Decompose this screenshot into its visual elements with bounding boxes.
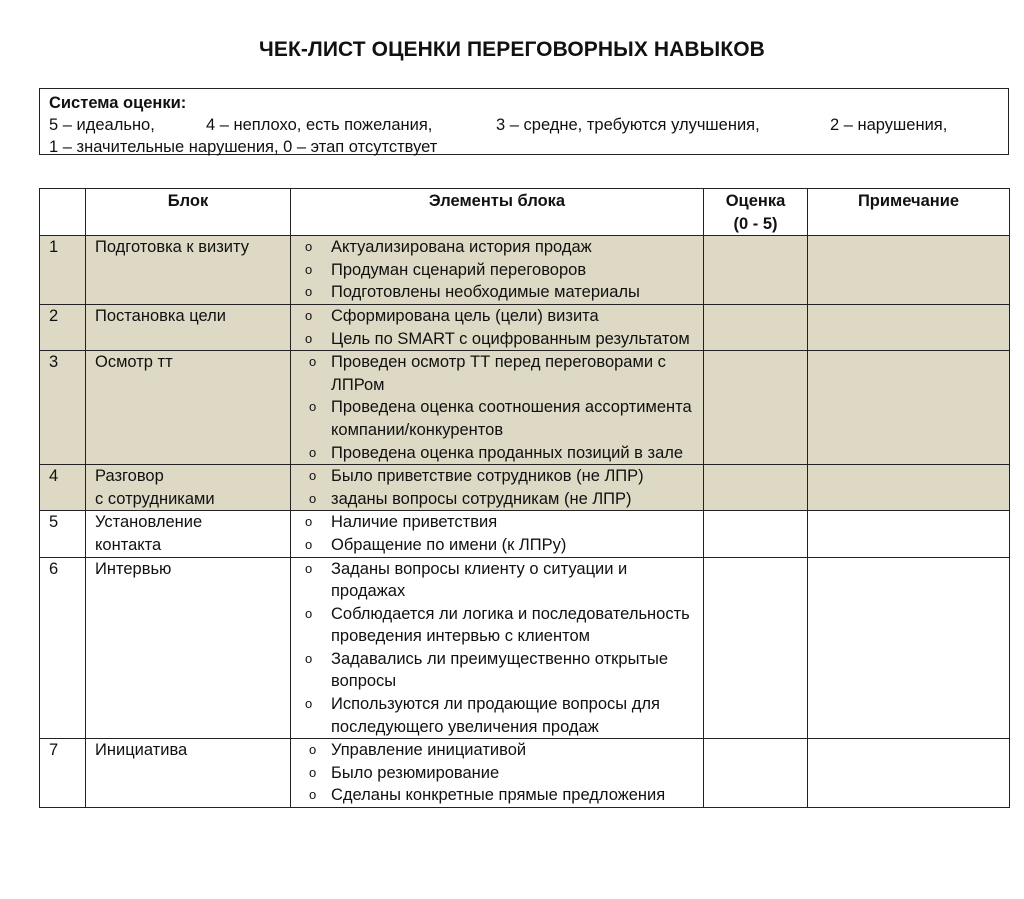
row-elements xyxy=(291,351,704,465)
row-block-line: контакта xyxy=(95,535,162,554)
score-cell[interactable] xyxy=(704,351,808,465)
bullet-circle-icon: o xyxy=(309,444,317,460)
score-cell[interactable] xyxy=(704,236,808,305)
row-elements xyxy=(291,465,704,511)
header-score-range: (0 - 5) xyxy=(733,214,778,233)
list-item xyxy=(297,465,699,488)
row-block xyxy=(86,304,291,350)
row-number: 5 xyxy=(40,511,86,557)
bullet-circle-icon: o xyxy=(309,490,317,506)
element-text: Соблюдается ли логика и последовательность проведения интервью с клиентом xyxy=(331,604,690,646)
element-text: Обращение по имени (к ЛПРу) xyxy=(331,535,567,554)
row-block xyxy=(86,557,291,739)
row-number: 7 xyxy=(40,739,86,808)
element-text: Наличие приветствия xyxy=(331,513,498,532)
bullet-circle-icon: o xyxy=(309,787,317,803)
list-item xyxy=(297,236,699,259)
row-number: 3 xyxy=(40,351,86,465)
row-elements xyxy=(291,511,704,557)
element-text: заданы вопросы сотрудникам (не ЛПР) xyxy=(331,489,632,508)
note-cell[interactable] xyxy=(808,304,1010,350)
list-item xyxy=(297,396,699,441)
list-item xyxy=(297,488,699,511)
row-block-line: Инициатива xyxy=(95,741,188,760)
page-title: ЧЕК-ЛИСТ ОЦЕНКИ ПЕРЕГОВОРНЫХ НАВЫКОВ xyxy=(259,38,765,61)
bullet-circle-icon: o xyxy=(305,261,313,277)
bullet-circle-icon: o xyxy=(305,536,313,552)
score-cell[interactable] xyxy=(704,465,808,511)
bullet-circle-icon: o xyxy=(305,560,313,576)
element-text: Было приветствие сотрудников (не ЛПР) xyxy=(331,467,644,486)
note-cell[interactable] xyxy=(808,557,1010,739)
table-row xyxy=(40,304,1010,350)
bullet-circle-icon: o xyxy=(309,354,317,370)
bullet-circle-icon: o xyxy=(309,399,317,415)
grade-5: 5 – идеально, xyxy=(49,116,155,134)
list-item xyxy=(297,442,699,465)
row-block xyxy=(86,351,291,465)
row-block xyxy=(86,511,291,557)
table-row xyxy=(40,236,1010,305)
score-cell[interactable] xyxy=(704,557,808,739)
grading-scale-line-2 xyxy=(49,136,999,158)
bullet-circle-icon: o xyxy=(305,605,313,621)
element-text: Проведена оценка проданных позиций в зале xyxy=(331,443,684,462)
row-block-line: Постановка цели xyxy=(95,306,226,325)
table-row xyxy=(40,557,1010,739)
row-block-line: Разговор xyxy=(95,467,164,486)
score-cell[interactable] xyxy=(704,739,808,808)
row-block-line: Установление xyxy=(95,513,203,532)
table-row xyxy=(40,739,1010,808)
grade-2: 2 – нарушения, xyxy=(830,116,948,134)
row-number: 6 xyxy=(40,557,86,739)
row-block-line: с сотрудниками xyxy=(95,489,215,508)
row-block-line: Осмотр тт xyxy=(95,353,173,372)
list-item xyxy=(297,558,699,603)
list-item xyxy=(297,648,699,693)
table-header-row xyxy=(40,189,1010,236)
bullet-circle-icon: o xyxy=(309,764,317,780)
element-text: Подготовлены необходимые материалы xyxy=(331,283,640,302)
row-block-line: Интервью xyxy=(95,559,172,578)
grading-scale-box xyxy=(39,88,1009,155)
row-block xyxy=(86,739,291,808)
row-block-line: Подготовка к визиту xyxy=(95,238,249,257)
row-block xyxy=(86,236,291,305)
checklist-table xyxy=(39,188,1010,808)
row-elements xyxy=(291,236,704,305)
list-item xyxy=(297,259,699,282)
list-item xyxy=(297,328,699,351)
row-number: 1 xyxy=(40,236,86,305)
list-item xyxy=(297,784,699,807)
element-text: Управление инициативой xyxy=(331,741,527,760)
note-cell[interactable] xyxy=(808,739,1010,808)
bullet-circle-icon: o xyxy=(309,742,317,758)
grade-1-0: 1 – значительные нарушения, 0 – этап отсутствует xyxy=(49,138,438,156)
row-elements xyxy=(291,557,704,739)
list-item xyxy=(297,351,699,396)
row-elements xyxy=(291,304,704,350)
score-cell[interactable] xyxy=(704,304,808,350)
row-number: 4 xyxy=(40,465,86,511)
bullet-circle-icon: o xyxy=(305,514,313,530)
list-item xyxy=(297,693,699,738)
header-score-label: Оценка xyxy=(725,192,786,210)
bullet-circle-icon: o xyxy=(305,284,313,300)
element-text: Проведен осмотр ТТ перед переговорами с ЛПРом xyxy=(331,353,666,394)
header-number xyxy=(40,189,86,236)
element-text: Продуман сценарий переговоров xyxy=(331,260,587,279)
list-item xyxy=(297,739,699,762)
element-text: Было резюмирование xyxy=(331,763,500,782)
list-item xyxy=(297,281,699,304)
element-text: Задавались ли преимущественно открытые вопросы xyxy=(331,649,669,691)
grading-scale-line-1 xyxy=(49,114,999,136)
bullet-circle-icon: o xyxy=(305,650,313,666)
list-item xyxy=(297,603,699,648)
row-number: 2 xyxy=(40,304,86,350)
grading-scale-heading: Система оценки: xyxy=(49,94,187,112)
header-elements: Элементы блока xyxy=(291,189,704,236)
bullet-circle-icon: o xyxy=(305,696,313,712)
table-row xyxy=(40,511,1010,557)
note-cell[interactable] xyxy=(808,351,1010,465)
grade-3: 3 – средне, требуются улучшения, xyxy=(496,116,760,134)
element-text: Используются ли продающие вопросы для последующего увеличения продаж xyxy=(331,695,660,736)
element-text: Сделаны конкретные прямые предложения xyxy=(331,786,666,805)
note-cell[interactable] xyxy=(808,511,1010,557)
element-text: Сформирована цель (цели) визита xyxy=(331,306,599,325)
list-item xyxy=(297,534,699,557)
bullet-circle-icon: o xyxy=(305,330,313,346)
header-score xyxy=(704,189,808,236)
element-text: Цель по SMART с оцифрованным результатом xyxy=(331,329,690,348)
score-cell[interactable] xyxy=(704,511,808,557)
header-note: Примечание xyxy=(808,189,1010,236)
row-elements xyxy=(291,739,704,808)
element-text: Проведена оценка соотношения ассортимента компании/конкурентов xyxy=(331,398,692,439)
note-cell[interactable] xyxy=(808,465,1010,511)
row-block xyxy=(86,465,291,511)
bullet-circle-icon: o xyxy=(309,468,317,484)
table-row xyxy=(40,351,1010,465)
list-item xyxy=(297,762,699,785)
grade-4: 4 – неплохо, есть пожелания, xyxy=(206,116,433,134)
element-text: Актуализирована история продаж xyxy=(331,238,592,257)
list-item xyxy=(297,511,699,534)
list-item xyxy=(297,305,699,328)
bullet-circle-icon: o xyxy=(305,239,313,255)
note-cell[interactable] xyxy=(808,236,1010,305)
table-row xyxy=(40,465,1010,511)
header-block: Блок xyxy=(86,189,291,236)
bullet-circle-icon: o xyxy=(305,307,313,323)
element-text: Заданы вопросы клиенту о ситуации и продажах xyxy=(331,559,628,601)
